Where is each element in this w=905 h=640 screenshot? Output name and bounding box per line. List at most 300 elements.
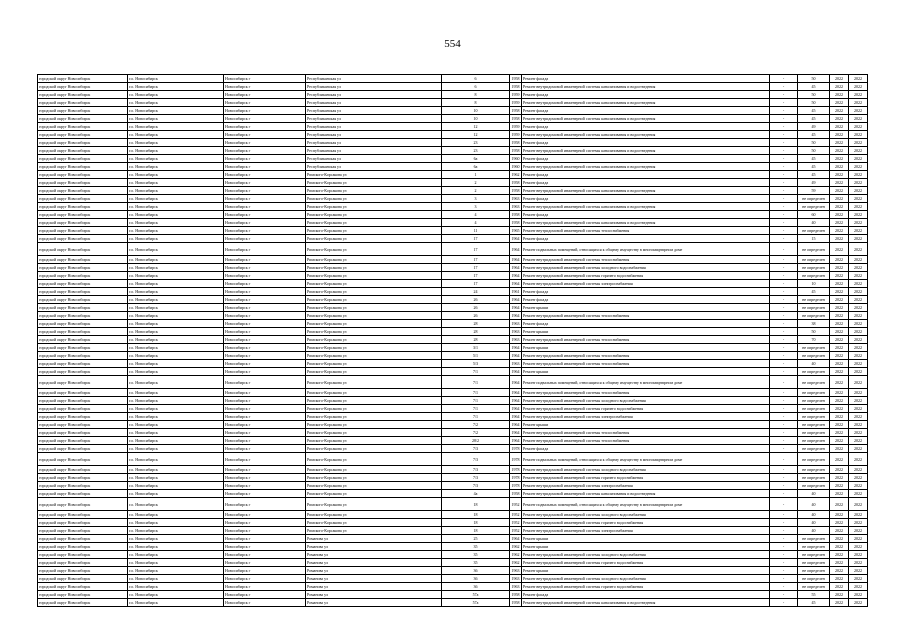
house-cell: 2 [442, 187, 510, 195]
city-cell: Новосибирск г [224, 312, 306, 320]
settlement-cell: г.о. Новосибирск [128, 131, 224, 139]
table-row [38, 535, 868, 543]
municipality-cell: городской округ Новосибирск [38, 413, 128, 421]
wear-cell: 60 [798, 211, 830, 219]
table-row [38, 482, 868, 490]
street-cell: Римского-Корсакова ул [306, 466, 442, 474]
dash-cell: - [770, 583, 798, 591]
work-type-cell: Ремонт внутридомовой инженерной системы горячего водоснабжения [522, 519, 770, 527]
street-cell: Республиканская ул [306, 115, 442, 123]
year-end-cell: 2022 [849, 405, 868, 413]
work-type-cell: Ремонт крыши [522, 421, 770, 429]
house-cell: 7/2 [442, 421, 510, 429]
municipality-cell: городской округ Новосибирск [38, 187, 128, 195]
dash-cell: - [770, 131, 798, 139]
dash-cell: - [770, 474, 798, 482]
table-row [38, 312, 868, 320]
house-cell: 12 [442, 123, 510, 131]
table-row [38, 344, 868, 352]
house-cell: 18 [442, 498, 510, 511]
year-start-cell: 2022 [830, 280, 849, 288]
house-cell: 8 [442, 91, 510, 99]
year-built-cell: 1958 [511, 600, 520, 605]
municipality-cell: городской округ Новосибирск [38, 352, 128, 360]
municipality-cell: городской округ Новосибирск [38, 288, 128, 296]
wear-cell: 45 [798, 155, 830, 163]
street-cell: Республиканская ул [306, 91, 442, 99]
table-row [38, 519, 868, 527]
wear-cell: 50 [798, 75, 830, 83]
work-type-cell: Ремонт крыши [522, 368, 770, 376]
year-built-cell: 1964 [511, 353, 520, 358]
house-cell: 17 [442, 272, 510, 280]
wear-cell: не определен [798, 405, 830, 413]
city-cell: Новосибирск г [224, 482, 306, 490]
house-cell: 26 [442, 312, 510, 320]
wear-cell: не определен [798, 272, 830, 280]
year-start-cell: 2022 [830, 591, 849, 599]
year-start-cell: 2022 [830, 187, 849, 195]
year-built-cell: 1958 [511, 592, 520, 597]
year-end-cell: 2022 [849, 336, 868, 344]
wear-cell: не определен [798, 256, 830, 264]
city-cell: Новосибирск г [224, 360, 306, 368]
house-cell: 35 [442, 551, 510, 559]
year-end-cell: 2022 [849, 235, 868, 243]
settlement-cell: г.о. Новосибирск [128, 288, 224, 296]
year-end-cell: 2022 [849, 376, 868, 389]
dash-cell: - [770, 107, 798, 115]
year-start-cell: 2022 [830, 490, 849, 498]
year-end-cell: 2022 [849, 599, 868, 607]
dash-cell: - [770, 171, 798, 179]
dash-cell: - [770, 219, 798, 227]
settlement-cell: г.о. Новосибирск [128, 264, 224, 272]
house-cell: 3/1 [442, 344, 510, 352]
street-cell: Римского-Корсакова ул [306, 272, 442, 280]
municipality-cell: городской округ Новосибирск [38, 83, 128, 91]
house-cell: 28 [442, 328, 510, 336]
work-type-cell: Ремонт фасада [522, 195, 770, 203]
work-type-cell: Ремонт фасада [522, 211, 770, 219]
year-start-cell: 2022 [830, 219, 849, 227]
year-start-cell: 2022 [830, 482, 849, 490]
house-cell: 7/1 [442, 413, 510, 421]
year-end-cell: 2022 [849, 99, 868, 107]
year-end-cell: 2022 [849, 312, 868, 320]
work-type-cell: Ремонт крыши [522, 543, 770, 551]
city-cell: Новосибирск г [224, 429, 306, 437]
street-cell: Романова ул [306, 535, 442, 543]
year-built-cell: 1964 [511, 313, 520, 318]
year-end-cell: 2022 [849, 171, 868, 179]
year-end-cell: 2022 [849, 490, 868, 498]
street-cell: Романова ул [306, 543, 442, 551]
house-cell: 7/3 [442, 466, 510, 474]
work-type-cell: Ремонт фасада [522, 107, 770, 115]
house-cell: 1 [442, 171, 510, 179]
work-type-cell: Ремонт внутридомовой инженерной системы канализования и водоотведения [522, 219, 770, 227]
work-type-cell: Ремонт крыши [522, 304, 770, 312]
wear-cell: 70 [798, 336, 830, 344]
settlement-cell: г.о. Новосибирск [128, 115, 224, 123]
year-end-cell: 2022 [849, 583, 868, 591]
settlement-cell: г.о. Новосибирск [128, 163, 224, 171]
city-cell: Новосибирск г [224, 99, 306, 107]
dash-cell: - [770, 344, 798, 352]
year-built-cell: 1964 [511, 438, 520, 443]
work-type-cell: Ремонт внутридомовой инженерной системы горячего водоснабжения [522, 405, 770, 413]
municipality-cell: городской округ Новосибирск [38, 368, 128, 376]
street-cell: Римского-Корсакова ул [306, 352, 442, 360]
street-cell: Республиканская ул [306, 83, 442, 91]
wear-cell: 40 [798, 498, 830, 511]
year-start-cell: 2022 [830, 312, 849, 320]
year-start-cell: 2022 [830, 527, 849, 535]
work-type-cell: Ремонт внутридомовой инженерной системы канализования и водоотведения [522, 599, 770, 607]
year-built-cell: 1964 [511, 390, 520, 395]
work-type-cell: Ремонт внутридомовой инженерной системы канализования и водоотведения [522, 131, 770, 139]
municipality-cell: городской округ Новосибирск [38, 155, 128, 163]
year-end-cell: 2022 [849, 272, 868, 280]
dash-cell: - [770, 575, 798, 583]
dash-cell: - [770, 482, 798, 490]
year-built-cell: 1958 [511, 180, 520, 185]
settlement-cell: г.о. Новосибирск [128, 437, 224, 445]
year-start-cell: 2022 [830, 397, 849, 405]
street-cell: Римского-Корсакова ул [306, 405, 442, 413]
year-start-cell: 2022 [830, 474, 849, 482]
municipality-cell: городской округ Новосибирск [38, 296, 128, 304]
house-cell: 25 [442, 535, 510, 543]
work-type-cell: Ремонт внутридомовой инженерной системы канализования и водоотведения [522, 115, 770, 123]
house-cell: 7/1 [442, 405, 510, 413]
year-start-cell: 2022 [830, 445, 849, 453]
municipality-cell: городской округ Новосибирск [38, 583, 128, 591]
table-row [38, 256, 868, 264]
settlement-cell: г.о. Новосибирск [128, 567, 224, 575]
year-end-cell: 2022 [849, 474, 868, 482]
work-type-cell: Ремонт фасада [522, 91, 770, 99]
wear-cell: 45 [798, 599, 830, 607]
dash-cell: - [770, 203, 798, 211]
dash-cell: - [770, 429, 798, 437]
house-cell: 7/3 [442, 453, 510, 466]
city-cell: Новосибирск г [224, 376, 306, 389]
work-type-cell: Ремонт внутридомовой инженерной системы холодного водоснабжения [522, 264, 770, 272]
year-built-cell: 1978 [511, 483, 520, 488]
work-type-cell: Ремонт подвальных помещений, относящихся к общему имуществу в многоквартирном доме [522, 498, 770, 511]
work-type-cell: Ремонт внутридомовой инженерной системы теплоснабжения [522, 352, 770, 360]
wear-cell: не определен [798, 474, 830, 482]
dash-cell: - [770, 272, 798, 280]
municipality-cell: городской округ Новосибирск [38, 312, 128, 320]
dash-cell: - [770, 551, 798, 559]
city-cell: Новосибирск г [224, 559, 306, 567]
wear-cell: 10 [798, 280, 830, 288]
dash-cell: - [770, 312, 798, 320]
street-cell: Республиканская ул [306, 163, 442, 171]
work-type-cell: Ремонт внутридомовой инженерной системы горячего водоснабжения [522, 583, 770, 591]
dash-cell: - [770, 453, 798, 466]
dash-cell: - [770, 211, 798, 219]
year-start-cell: 2022 [830, 296, 849, 304]
house-cell: 26 [442, 296, 510, 304]
table-row [38, 453, 868, 466]
year-end-cell: 2022 [849, 155, 868, 163]
street-cell: Республиканская ул [306, 147, 442, 155]
street-cell: Римского-Корсакова ул [306, 256, 442, 264]
year-built-cell: 1958 [511, 220, 520, 225]
municipality-cell: городской округ Новосибирск [38, 75, 128, 83]
house-cell: 17 [442, 280, 510, 288]
house-cell: 7/3 [442, 445, 510, 453]
dash-cell: - [770, 187, 798, 195]
table-row [38, 91, 868, 99]
year-built-cell: 1964 [511, 430, 520, 435]
street-cell: Римского-Корсакова ул [306, 280, 442, 288]
municipality-cell: городской округ Новосибирск [38, 360, 128, 368]
city-cell: Новосибирск г [224, 466, 306, 474]
year-end-cell: 2022 [849, 139, 868, 147]
settlement-cell: г.о. Новосибирск [128, 551, 224, 559]
municipality-cell: городской округ Новосибирск [38, 235, 128, 243]
table-row [38, 107, 868, 115]
settlement-cell: г.о. Новосибирск [128, 227, 224, 235]
work-type-cell: Ремонт фасада [522, 171, 770, 179]
dash-cell: - [770, 243, 798, 256]
street-cell: Римского-Корсакова ул [306, 421, 442, 429]
work-type-cell: Ремонт внутридомовой инженерной системы горячего водоснабжения [522, 559, 770, 567]
house-cell: 7/1 [442, 368, 510, 376]
wear-cell: не определен [798, 344, 830, 352]
municipality-cell: городской округ Новосибирск [38, 453, 128, 466]
street-cell: Римского-Корсакова ул [306, 368, 442, 376]
municipality-cell: городской округ Новосибирск [38, 195, 128, 203]
work-type-cell: Ремонт внутридомовой инженерной системы теплоснабжения [522, 256, 770, 264]
municipality-cell: городской округ Новосибирск [38, 535, 128, 543]
dash-cell: - [770, 227, 798, 235]
street-cell: Римского-Корсакова ул [306, 376, 442, 389]
dash-cell: - [770, 91, 798, 99]
year-start-cell: 2022 [830, 376, 849, 389]
city-cell: Новосибирск г [224, 413, 306, 421]
city-cell: Новосибирск г [224, 551, 306, 559]
year-start-cell: 2022 [830, 336, 849, 344]
year-built-cell: 1960 [511, 156, 520, 161]
table-row [38, 490, 868, 498]
wear-cell: не определен [798, 535, 830, 543]
table-row [38, 498, 868, 511]
street-cell: Римского-Корсакова ул [306, 344, 442, 352]
settlement-cell: г.о. Новосибирск [128, 368, 224, 376]
street-cell: Римского-Корсакова ул [306, 304, 442, 312]
city-cell: Новосибирск г [224, 107, 306, 115]
page-number: 554 [444, 38, 461, 50]
settlement-cell: г.о. Новосибирск [128, 155, 224, 163]
work-type-cell: Ремонт внутридомовой инженерной системы электроснабжения [522, 482, 770, 490]
wear-cell: 50 [798, 147, 830, 155]
street-cell: Римского-Корсакова ул [306, 328, 442, 336]
year-built-cell: 1963 [511, 568, 520, 573]
year-built-cell: 1964 [510, 376, 522, 389]
city-cell: Новосибирск г [224, 583, 306, 591]
settlement-cell: г.о. Новосибирск [128, 591, 224, 599]
year-end-cell: 2022 [849, 575, 868, 583]
settlement-cell: г.о. Новосибирск [128, 453, 224, 466]
municipality-cell: городской округ Новосибирск [38, 280, 128, 288]
dash-cell: - [770, 511, 798, 519]
year-end-cell: 2022 [849, 360, 868, 368]
municipality-cell: городской округ Новосибирск [38, 272, 128, 280]
dash-cell: - [770, 567, 798, 575]
year-end-cell: 2022 [849, 243, 868, 256]
city-cell: Новосибирск г [224, 296, 306, 304]
year-end-cell: 2022 [849, 413, 868, 421]
work-type-cell: Ремонт внутридомовой инженерной системы холодного водоснабжения [522, 466, 770, 474]
house-cell: 26 [442, 304, 510, 312]
house-cell: 18 [442, 527, 510, 535]
street-cell: Римского-Корсакова ул [306, 482, 442, 490]
city-cell: Новосибирск г [224, 437, 306, 445]
work-type-cell: Ремонт фасада [522, 320, 770, 328]
city-cell: Новосибирск г [224, 83, 306, 91]
wear-cell: не определен [798, 437, 830, 445]
work-type-cell: Ремонт крыши [522, 328, 770, 336]
table-row [38, 421, 868, 429]
year-end-cell: 2022 [849, 429, 868, 437]
house-cell: 57а [442, 599, 510, 607]
year-end-cell: 2022 [849, 527, 868, 535]
work-type-cell: Ремонт внутридомовой инженерной системы канализования и водоотведения [522, 490, 770, 498]
settlement-cell: г.о. Новосибирск [128, 543, 224, 551]
year-start-cell: 2022 [830, 320, 849, 328]
year-end-cell: 2022 [849, 453, 868, 466]
year-built-cell: 1959 [511, 124, 520, 129]
wear-cell: 59 [798, 187, 830, 195]
dash-cell: - [770, 139, 798, 147]
wear-cell: 40 [798, 527, 830, 535]
year-end-cell: 2022 [849, 296, 868, 304]
year-start-cell: 2022 [830, 567, 849, 575]
house-cell: 6 [442, 75, 510, 83]
work-type-cell: Ремонт фасада [522, 235, 770, 243]
municipality-cell: городской округ Новосибирск [38, 320, 128, 328]
dash-cell: - [770, 328, 798, 336]
city-cell: Новосибирск г [224, 445, 306, 453]
municipality-cell: городской округ Новосибирск [38, 482, 128, 490]
year-end-cell: 2022 [849, 567, 868, 575]
year-built-cell: 1962 [511, 544, 520, 549]
year-end-cell: 2022 [849, 115, 868, 123]
year-built-cell: 1952 [511, 528, 520, 533]
year-end-cell: 2022 [849, 551, 868, 559]
year-built-cell: 1964 [510, 243, 522, 256]
street-cell: Римского-Корсакова ул [306, 490, 442, 498]
city-cell: Новосибирск г [224, 397, 306, 405]
year-start-cell: 2022 [830, 437, 849, 445]
dash-cell: - [770, 543, 798, 551]
year-built-cell: 1964 [511, 297, 520, 302]
year-built-cell: 1963 [511, 329, 520, 334]
street-cell: Римского-Корсакова ул [306, 413, 442, 421]
settlement-cell: г.о. Новосибирск [128, 219, 224, 227]
house-cell: 6а [442, 163, 510, 171]
dash-cell: - [770, 280, 798, 288]
year-end-cell: 2022 [849, 123, 868, 131]
table-row [38, 511, 868, 519]
wear-cell: 45 [798, 83, 830, 91]
year-start-cell: 2022 [830, 583, 849, 591]
wear-cell: 55 [798, 591, 830, 599]
municipality-cell: городской округ Новосибирск [38, 376, 128, 389]
year-end-cell: 2022 [849, 368, 868, 376]
year-end-cell: 2022 [849, 131, 868, 139]
street-cell: Романова ул [306, 591, 442, 599]
year-end-cell: 2022 [849, 535, 868, 543]
year-end-cell: 2022 [849, 304, 868, 312]
year-end-cell: 2022 [849, 83, 868, 91]
work-type-cell: Ремонт внутридомовой инженерной системы теплоснабжения [522, 437, 770, 445]
year-end-cell: 2022 [849, 559, 868, 567]
city-cell: Новосибирск г [224, 243, 306, 256]
municipality-cell: городской округ Новосибирск [38, 429, 128, 437]
dash-cell: - [770, 296, 798, 304]
year-end-cell: 2022 [849, 543, 868, 551]
dash-cell: - [770, 360, 798, 368]
work-type-cell: Ремонт фасада [522, 445, 770, 453]
municipality-cell: городской округ Новосибирск [38, 575, 128, 583]
house-cell: 24 [442, 288, 510, 296]
wear-cell: 40 [798, 360, 830, 368]
municipality-cell: городской округ Новосибирск [38, 559, 128, 567]
dash-cell: - [770, 405, 798, 413]
table-row [38, 575, 868, 583]
wear-cell: не определен [798, 583, 830, 591]
wear-cell: не определен [798, 368, 830, 376]
dash-cell: - [770, 591, 798, 599]
year-start-cell: 2022 [830, 453, 849, 466]
municipality-cell: городской округ Новосибирск [38, 567, 128, 575]
year-end-cell: 2022 [849, 591, 868, 599]
settlement-cell: г.о. Новосибирск [128, 123, 224, 131]
settlement-cell: г.о. Новосибирск [128, 139, 224, 147]
year-start-cell: 2022 [830, 368, 849, 376]
municipality-cell: городской округ Новосибирск [38, 336, 128, 344]
house-cell: 36 [442, 583, 510, 591]
dash-cell: - [770, 155, 798, 163]
settlement-cell: г.о. Новосибирск [128, 344, 224, 352]
street-cell: Республиканская ул [306, 123, 442, 131]
year-built-cell: 1965 [511, 228, 520, 233]
year-built-cell: 1952 [510, 498, 522, 511]
municipality-cell: городской округ Новосибирск [38, 498, 128, 511]
settlement-cell: г.о. Новосибирск [128, 445, 224, 453]
year-built-cell: 1952 [511, 520, 520, 525]
work-type-cell: Ремонт подвальных помещений, относящихся к общему имуществу в многоквартирном доме [522, 243, 770, 256]
table-row [38, 368, 868, 376]
settlement-cell: г.о. Новосибирск [128, 147, 224, 155]
municipality-cell: городской округ Новосибирск [38, 344, 128, 352]
table-row [38, 147, 868, 155]
work-type-cell: Ремонт внутридомовой инженерной системы холодного водоснабжения [522, 575, 770, 583]
wear-cell: не определен [798, 543, 830, 551]
work-type-cell: Ремонт внутридомовой инженерной системы канализования и водоотведения [522, 83, 770, 91]
street-cell: Римского-Корсакова ул [306, 429, 442, 437]
table-row [38, 211, 868, 219]
year-built-cell: 1958 [511, 212, 520, 217]
dash-cell: - [770, 376, 798, 389]
